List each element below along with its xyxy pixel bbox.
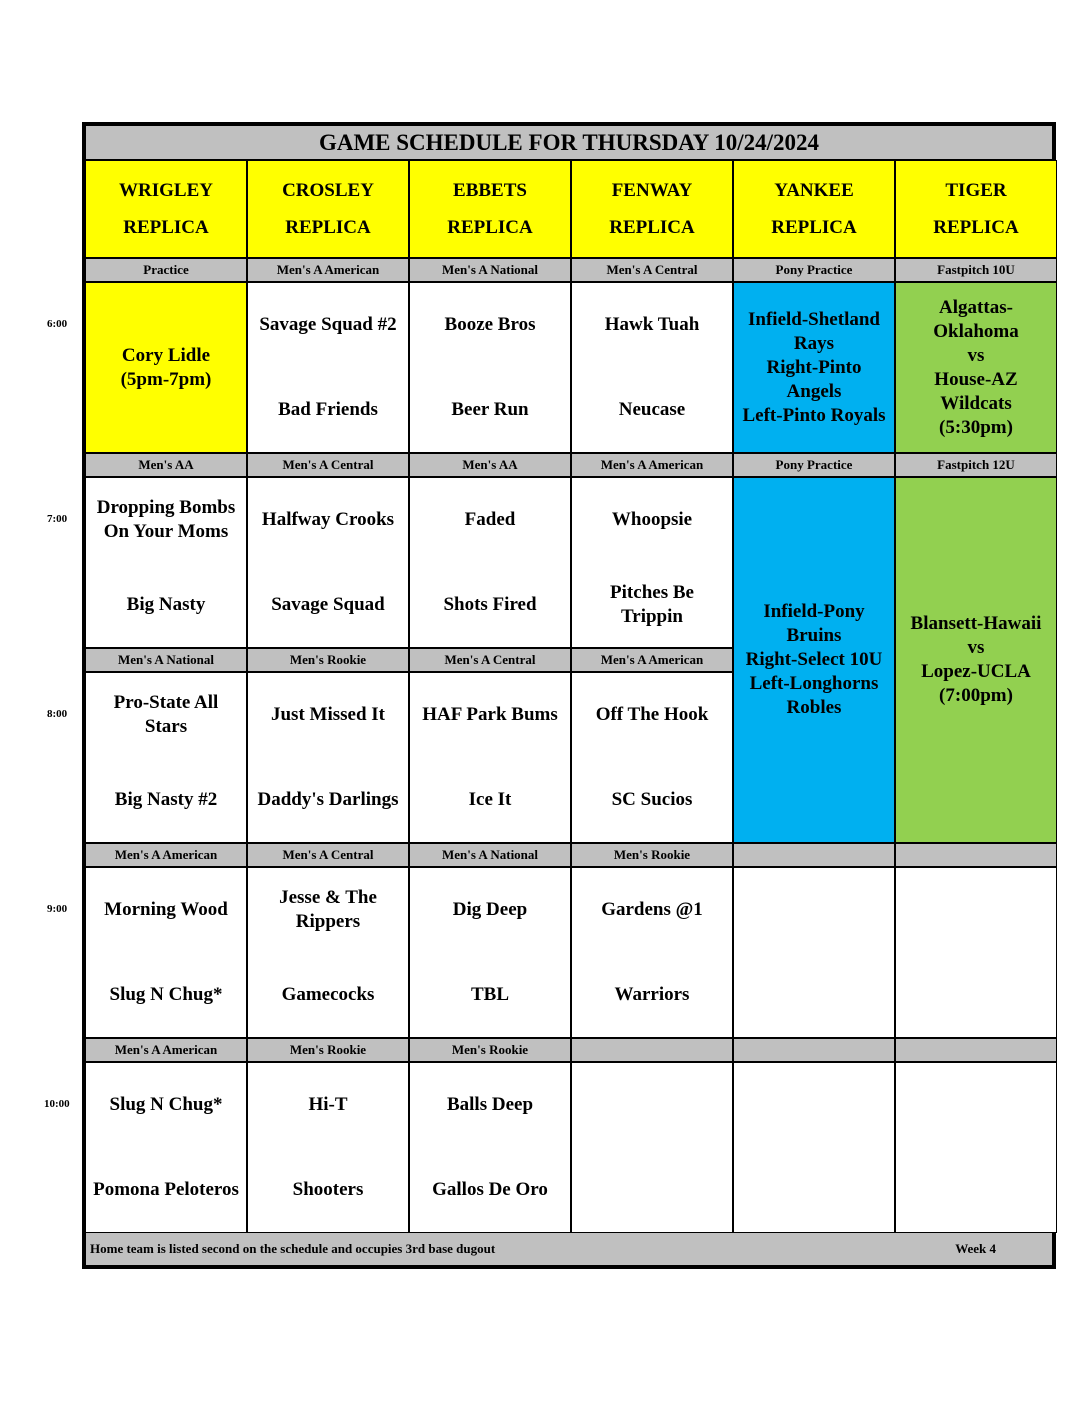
- away-team: Whoopsie: [611, 509, 693, 530]
- division-label: Men's Rookie: [409, 1038, 571, 1062]
- field-name: CROSLEY: [282, 180, 374, 201]
- game-cell: [247, 282, 409, 453]
- week-label: Week 4: [955, 1241, 996, 1256]
- away-team: Dropping Bombs On Your Moms: [96, 497, 236, 542]
- home-team: Pitches Be Trippin: [610, 582, 694, 627]
- away-team: Halfway Crooks: [261, 509, 395, 530]
- home-team: Daddy's Darlings: [257, 789, 399, 810]
- game-cell: [895, 1062, 1057, 1233]
- game-cell: [247, 477, 409, 648]
- division-label: [895, 1038, 1057, 1062]
- division-label: [571, 1038, 733, 1062]
- game-cell: [409, 477, 571, 648]
- time-label: 6:00: [47, 318, 68, 330]
- division-label: Pony Practice: [733, 453, 895, 477]
- division-label: Men's A Central: [571, 258, 733, 282]
- field-subtitle: REPLICA: [447, 217, 533, 238]
- footer-note: Home team is listed second on the schedule and occupies 3rd base dugout: [90, 1241, 496, 1256]
- time-label: 7:00: [47, 513, 68, 525]
- division-label: Fastpitch 10U: [895, 258, 1057, 282]
- home-team: Slug N Chug*: [109, 984, 223, 1005]
- away-team: [896, 880, 1056, 940]
- away-team: Hawk Tuah: [604, 314, 700, 335]
- game-cell-single: Blansett-Hawaii vs Lopez-UCLA (7:00pm): [895, 477, 1057, 843]
- away-team: Dig Deep: [452, 899, 528, 920]
- division-label: Men's A American: [571, 453, 733, 477]
- home-team: Neucase: [618, 399, 686, 420]
- division-label: Men's A National: [409, 258, 571, 282]
- division-label: Men's A Central: [247, 453, 409, 477]
- division-label: Men's Rookie: [571, 843, 733, 867]
- division-label: Fastpitch 12U: [895, 453, 1057, 477]
- time-label: 9:00: [47, 903, 68, 915]
- game-cell: [247, 867, 409, 1038]
- away-team: Hi-T: [308, 1094, 348, 1115]
- field-subtitle: REPLICA: [771, 217, 857, 238]
- field-header-ebbets: [409, 160, 571, 258]
- division-label: Men's AA: [85, 453, 247, 477]
- home-team: Warriors: [614, 984, 690, 1005]
- game-cell: [733, 1062, 895, 1233]
- game-cell: [409, 1062, 571, 1233]
- away-team: [734, 880, 894, 940]
- game-cell-single: Cory Lidle (5pm-7pm): [85, 282, 247, 453]
- game-cell-single: Algattas- Oklahoma vs House-AZ Wildcats (5:30pm): [895, 282, 1057, 453]
- field-header-tiger: [895, 160, 1057, 258]
- field-name: WRIGLEY: [119, 180, 213, 201]
- schedule-table: [82, 122, 1056, 1269]
- away-team: [734, 1075, 894, 1135]
- division-label: Men's A American: [247, 258, 409, 282]
- home-team: Big Nasty #2: [114, 789, 218, 810]
- division-label: Men's Rookie: [247, 1038, 409, 1062]
- away-team: Just Missed It: [270, 704, 385, 725]
- field-subtitle: REPLICA: [609, 217, 695, 238]
- game-cell: [571, 282, 733, 453]
- field-header-yankee: [733, 160, 895, 258]
- game-cell: [571, 867, 733, 1038]
- division-label: Pony Practice: [733, 258, 895, 282]
- field-subtitle: REPLICA: [123, 217, 209, 238]
- game-cell-single: Infield-Pony Bruins Right-Select 10U Left-Longhorns Robles: [733, 477, 895, 843]
- division-label: Men's A American: [571, 648, 733, 672]
- division-label: Men's A National: [409, 843, 571, 867]
- division-label: Men's A National: [85, 648, 247, 672]
- division-label: [733, 843, 895, 867]
- field-name: EBBETS: [453, 180, 527, 201]
- home-team: [896, 1160, 1056, 1220]
- game-cell: [571, 477, 733, 648]
- game-cell: [409, 672, 571, 843]
- home-team: Big Nasty: [126, 594, 206, 615]
- field-header-wrigley: [85, 160, 247, 258]
- game-cell: [895, 867, 1057, 1038]
- game-cell: [85, 1062, 247, 1233]
- home-team: [896, 965, 1056, 1025]
- home-team: Savage Squad: [271, 594, 385, 615]
- home-team: Bad Friends: [278, 399, 378, 420]
- away-team: Faded: [464, 509, 516, 530]
- game-cell: [85, 867, 247, 1038]
- division-label: Men's A American: [85, 843, 247, 867]
- game-cell: [733, 867, 895, 1038]
- field-subtitle: REPLICA: [933, 217, 1019, 238]
- field-header-crosley: [247, 160, 409, 258]
- away-team: [896, 1075, 1056, 1135]
- footer-bar: [85, 1232, 1053, 1266]
- away-team: Savage Squad #2: [259, 314, 397, 335]
- game-cell: [85, 477, 247, 648]
- schedule-title: GAME SCHEDULE FOR THURSDAY 10/24/2024: [85, 125, 1053, 160]
- division-label: Men's AA: [409, 453, 571, 477]
- division-label: [895, 843, 1057, 867]
- home-team: [734, 965, 894, 1025]
- home-team: Gallos De Oro: [432, 1179, 548, 1200]
- away-team: Morning Wood: [104, 899, 228, 920]
- time-label: 10:00: [44, 1098, 70, 1110]
- home-team: TBL: [470, 984, 510, 1005]
- division-label: Men's A Central: [409, 648, 571, 672]
- time-label: 8:00: [47, 708, 68, 720]
- game-cell: [409, 867, 571, 1038]
- home-team: Pomona Peloteros: [93, 1179, 239, 1200]
- field-header-fenway: [571, 160, 733, 258]
- field-subtitle: REPLICA: [285, 217, 371, 238]
- field-name: FENWAY: [611, 180, 693, 201]
- home-team: SC Sucios: [611, 789, 693, 810]
- game-cell: [409, 282, 571, 453]
- home-team: Shots Fired: [443, 594, 537, 615]
- away-team: Pro-State All Stars: [113, 692, 219, 737]
- away-team: Balls Deep: [446, 1094, 534, 1115]
- home-team: [572, 1160, 732, 1220]
- away-team: Jesse & The Rippers: [279, 887, 377, 932]
- away-team: HAF Park Bums: [422, 704, 558, 725]
- division-label: Men's A Central: [247, 843, 409, 867]
- game-cell: [247, 1062, 409, 1233]
- home-team: Gamecocks: [281, 984, 375, 1005]
- away-team: Off The Hook: [595, 704, 709, 725]
- game-cell: [571, 1062, 733, 1233]
- field-name: YANKEE: [774, 180, 854, 201]
- home-team: Beer Run: [451, 399, 529, 420]
- field-name: TIGER: [945, 180, 1007, 201]
- game-cell: [247, 672, 409, 843]
- division-label: [733, 1038, 895, 1062]
- home-team: Ice It: [468, 789, 512, 810]
- division-label: Men's A American: [85, 1038, 247, 1062]
- division-label: Men's Rookie: [247, 648, 409, 672]
- game-cell: [571, 672, 733, 843]
- game-cell-single: Infield-Shetland Rays Right-Pinto Angels Left-Pinto Royals: [733, 282, 895, 453]
- away-team: Slug N Chug*: [109, 1094, 223, 1115]
- away-team: [572, 1075, 732, 1135]
- home-team: Shooters: [292, 1179, 364, 1200]
- home-team: [734, 1160, 894, 1220]
- away-team: Booze Bros: [444, 314, 536, 335]
- division-label: Practice: [85, 258, 247, 282]
- away-team: Gardens @1: [601, 899, 703, 920]
- game-cell: [85, 672, 247, 843]
